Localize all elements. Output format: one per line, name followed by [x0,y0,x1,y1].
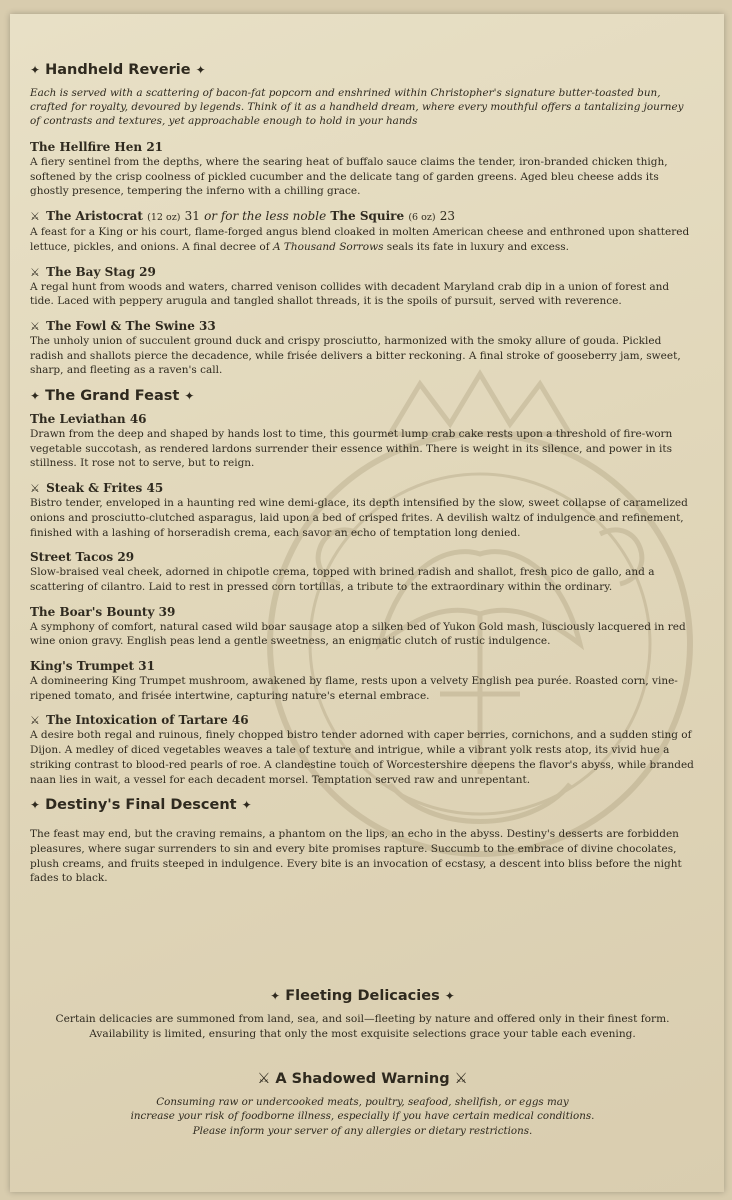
item-name: King's Trumpet [30,659,135,674]
item-description: Bistro tender, enveloped in a haunting red wine demi-glace, its depth intensified by the slow, sweet collapse of caramelized onions and prosciutto-clutched asparagus, laid upon a bed of crisped frites. A devilish waltz of indulgence and refinement, finished with a lashing of horseradish crema, each savor an echo of temptation long denied. [30,497,688,539]
item-name: Street Tacos [30,550,114,565]
crossed-swords-icon: ⚔ [30,210,40,224]
menu-item-boars-bounty [30,605,695,649]
item-size: (12 oz) [147,212,181,224]
menu-item-leviathan [30,412,695,471]
crossed-swords-icon: ⚔ [454,1071,468,1087]
star-icon: ✦ [195,63,206,77]
crossed-swords-icon: ⚔ [30,482,40,496]
section-title-text: The Grand Feast [45,388,180,405]
menu-content [30,62,695,886]
item-name: Steak & Frites [46,481,143,496]
star-icon: ✦ [241,798,252,813]
star-icon: ✦ [270,989,281,1003]
menu-item-fowl-swine [30,319,695,378]
crossed-swords-icon: ⚔ [30,714,40,728]
item-description: Drawn from the deep and shaped by hands lost to time, this gourmet lump crab cake rests upon a threshold of fire-worn vegetable succotash, as rendered lardons surrender their essence within. There is weight in its silence, and power in its stillness. It rose not to serve, but to reign. [30,428,673,470]
crossed-swords-icon: ⚔ [30,265,40,279]
descent-description: The feast may end, but the craving remains, a phantom on the lips, an echo in the abyss. Destiny's desserts are forbidden pleasures, where sugar surrenders to sin and every bite promises rapture. Succumb to the embrace of divine chocolates, plush creams, and fruits steeped in indulgence. Every bite is an invocation of ecstasy, a descent into bliss before the night fades to black. [30,828,682,885]
star-icon: ✦ [184,389,195,404]
menu-item-tartare [30,713,695,787]
section-title-text: A Shadowed Warning [275,1071,450,1087]
item-price: 46 [231,713,249,728]
section-title-fleeting [30,988,695,1004]
star-icon: ✦ [30,798,41,813]
item-price: 31 [138,659,155,674]
item-description-part: seals its fate in luxury and excess. [383,240,569,253]
fleeting-block [30,988,695,1041]
item-description: A fiery sentinel from the depths, where the searing heat of buffalo sauce claims the tender, iron-branded chicken thigh, softened by the crisp coolness of pickled cucumber and the delicate tang of garden greens. Aged bleu cheese adds its ghostly presence, tempering the inferno with a chilling grace. [30,156,668,198]
section-title-text: Handheld Reverie [45,62,191,78]
item-price: 33 [199,318,216,333]
item-description: A symphony of comfort, natural cased wild boar sausage atop a silken bed of Yukon Gold mash, lusciously lacquered in red wine onion gravy. English peas lend a gentle sweetness, an enigmatic clutch of rustic indulgence. [30,620,686,648]
section-title-warning [30,1071,695,1087]
menu-item-street-tacos [30,550,695,594]
item-price: 31 [184,209,200,224]
warning-line: Please inform your server of any allergies or dietary restrictions. [192,1124,533,1137]
menu-page [10,14,724,1192]
item-description: A domineering King Trumpet mushroom, awakened by flame, rests upon a velvety English pea purée. Roasted corn, vine-ripened tomato, and frisée intertwine, capturing nature's eternal embrace. [30,675,678,702]
section-title-handheld [30,62,695,78]
warning-line: increase your risk of foodborne illness, especially if you have certain medical conditions. [130,1110,595,1123]
item-description: A regal hunt from woods and waters, charred venison collides with decadent Maryland crab dip in a union of forest and tide. Laced with peppery arugula and tangled shallot threads, it is the spoils of pursuit, served with reverence. [30,280,670,308]
item-name: The Boar's Bounty [30,604,155,619]
warning-block [30,1071,695,1138]
menu-item-steak-frites [30,481,695,540]
menu-item-hellfire-hen [30,140,695,199]
item-alt-size: (6 oz) [408,212,436,224]
item-price: 29 [117,550,135,565]
item-price: 29 [139,264,156,279]
item-description: Slow-braised veal cheek, adorned in chipotle crema, topped with brined radish and shallot, fresh pico de gallo, and a scattering of cilantro. Laid to rest in pressed corn tortillas, a tribute to the extraordinary within the ordinary. [30,566,655,593]
item-name: The Intoxication of Tartare [46,713,228,728]
item-name: The Bay Stag [46,264,135,279]
item-alt-price: 23 [439,209,455,224]
item-description: The unholy union of succulent ground duck and crispy prosciutto, harmonized with the smoky allure of gouda. Pickled radish and shallots pierce the decadence, while frisée delivers a bitter reckoning. A final stroke of gooseberry jam, sweet, sharp, and fleeting as a raven's call. [30,334,681,377]
menu-item-aristocrat [30,209,695,254]
menu-item-kings-trumpet [30,659,695,703]
item-price: 46 [129,412,147,427]
section-intro: Each is served with a scattering of bacon-fat popcorn and enshrined within Christopher's signature butter-toasted bun, crafted for royalty, devoured by legends. Think of it as a handheld dream, where every mouthful offers a tantalizing journey of contrasts and textures, yet approachable enough to hold in your hands [30,87,684,127]
star-icon: ✦ [444,989,455,1003]
crossed-swords-icon: ⚔ [30,319,40,333]
item-description-emphasis: A Thousand Sorrows [272,240,384,253]
item-price: 21 [146,140,164,154]
menu-item-bay-stag [30,265,695,309]
section-title-text: Destiny's Final Descent [45,797,237,814]
warning-line: Consuming raw or undercooked meats, poultry, seafood, shellfish, or eggs may [156,1096,569,1108]
section-title-descent [30,797,695,813]
item-description: A desire both regal and ruinous, finely chopped bistro tender adorned with caper berries, cornichons, and a sudden sting of Dijon. A medley of diced vegetables weaves a tale of texture and intrigue, while a vibrant yolk rests atop, its vivid hue a striking contrast to blood-red pearls of roe. A clandestine touch of Worcestershire deepens the flavor's abyss, while branded naan lies in wait, a vessel for each decadent morsel. Temptation served raw and unrepentant. [30,729,694,786]
section-title-text: Fleeting Delicacies [285,988,440,1004]
item-price: 39 [158,604,176,619]
fleeting-line: Certain delicacies are summoned from land, sea, and soil—fleeting by nature and offered only in their finest form. [55,1013,670,1025]
section-title-feast [30,388,695,404]
item-name: The Fowl & The Swine [46,318,195,333]
crossed-swords-icon: ⚔ [257,1071,271,1087]
item-name: The Hellfire Hen [30,140,143,154]
item-price: 45 [146,481,164,496]
fleeting-line: Availability is limited, ensuring that only the most exquisite selections grace your table each evening. [89,1027,636,1040]
item-alt-name: The Squire [330,209,405,224]
item-alt-label: or for the less noble [204,209,327,224]
star-icon: ✦ [30,63,41,77]
item-description-part: A feast for a King or his court, flame-forged angus blend cloaked in molten American cheese and enthroned upon shattered lettuce, pickles, and onions. A final decree of [30,226,690,253]
item-name: The Aristocrat [46,209,143,224]
star-icon: ✦ [30,389,41,404]
item-name: The Leviathan [30,412,126,427]
item-description [30,225,695,254]
